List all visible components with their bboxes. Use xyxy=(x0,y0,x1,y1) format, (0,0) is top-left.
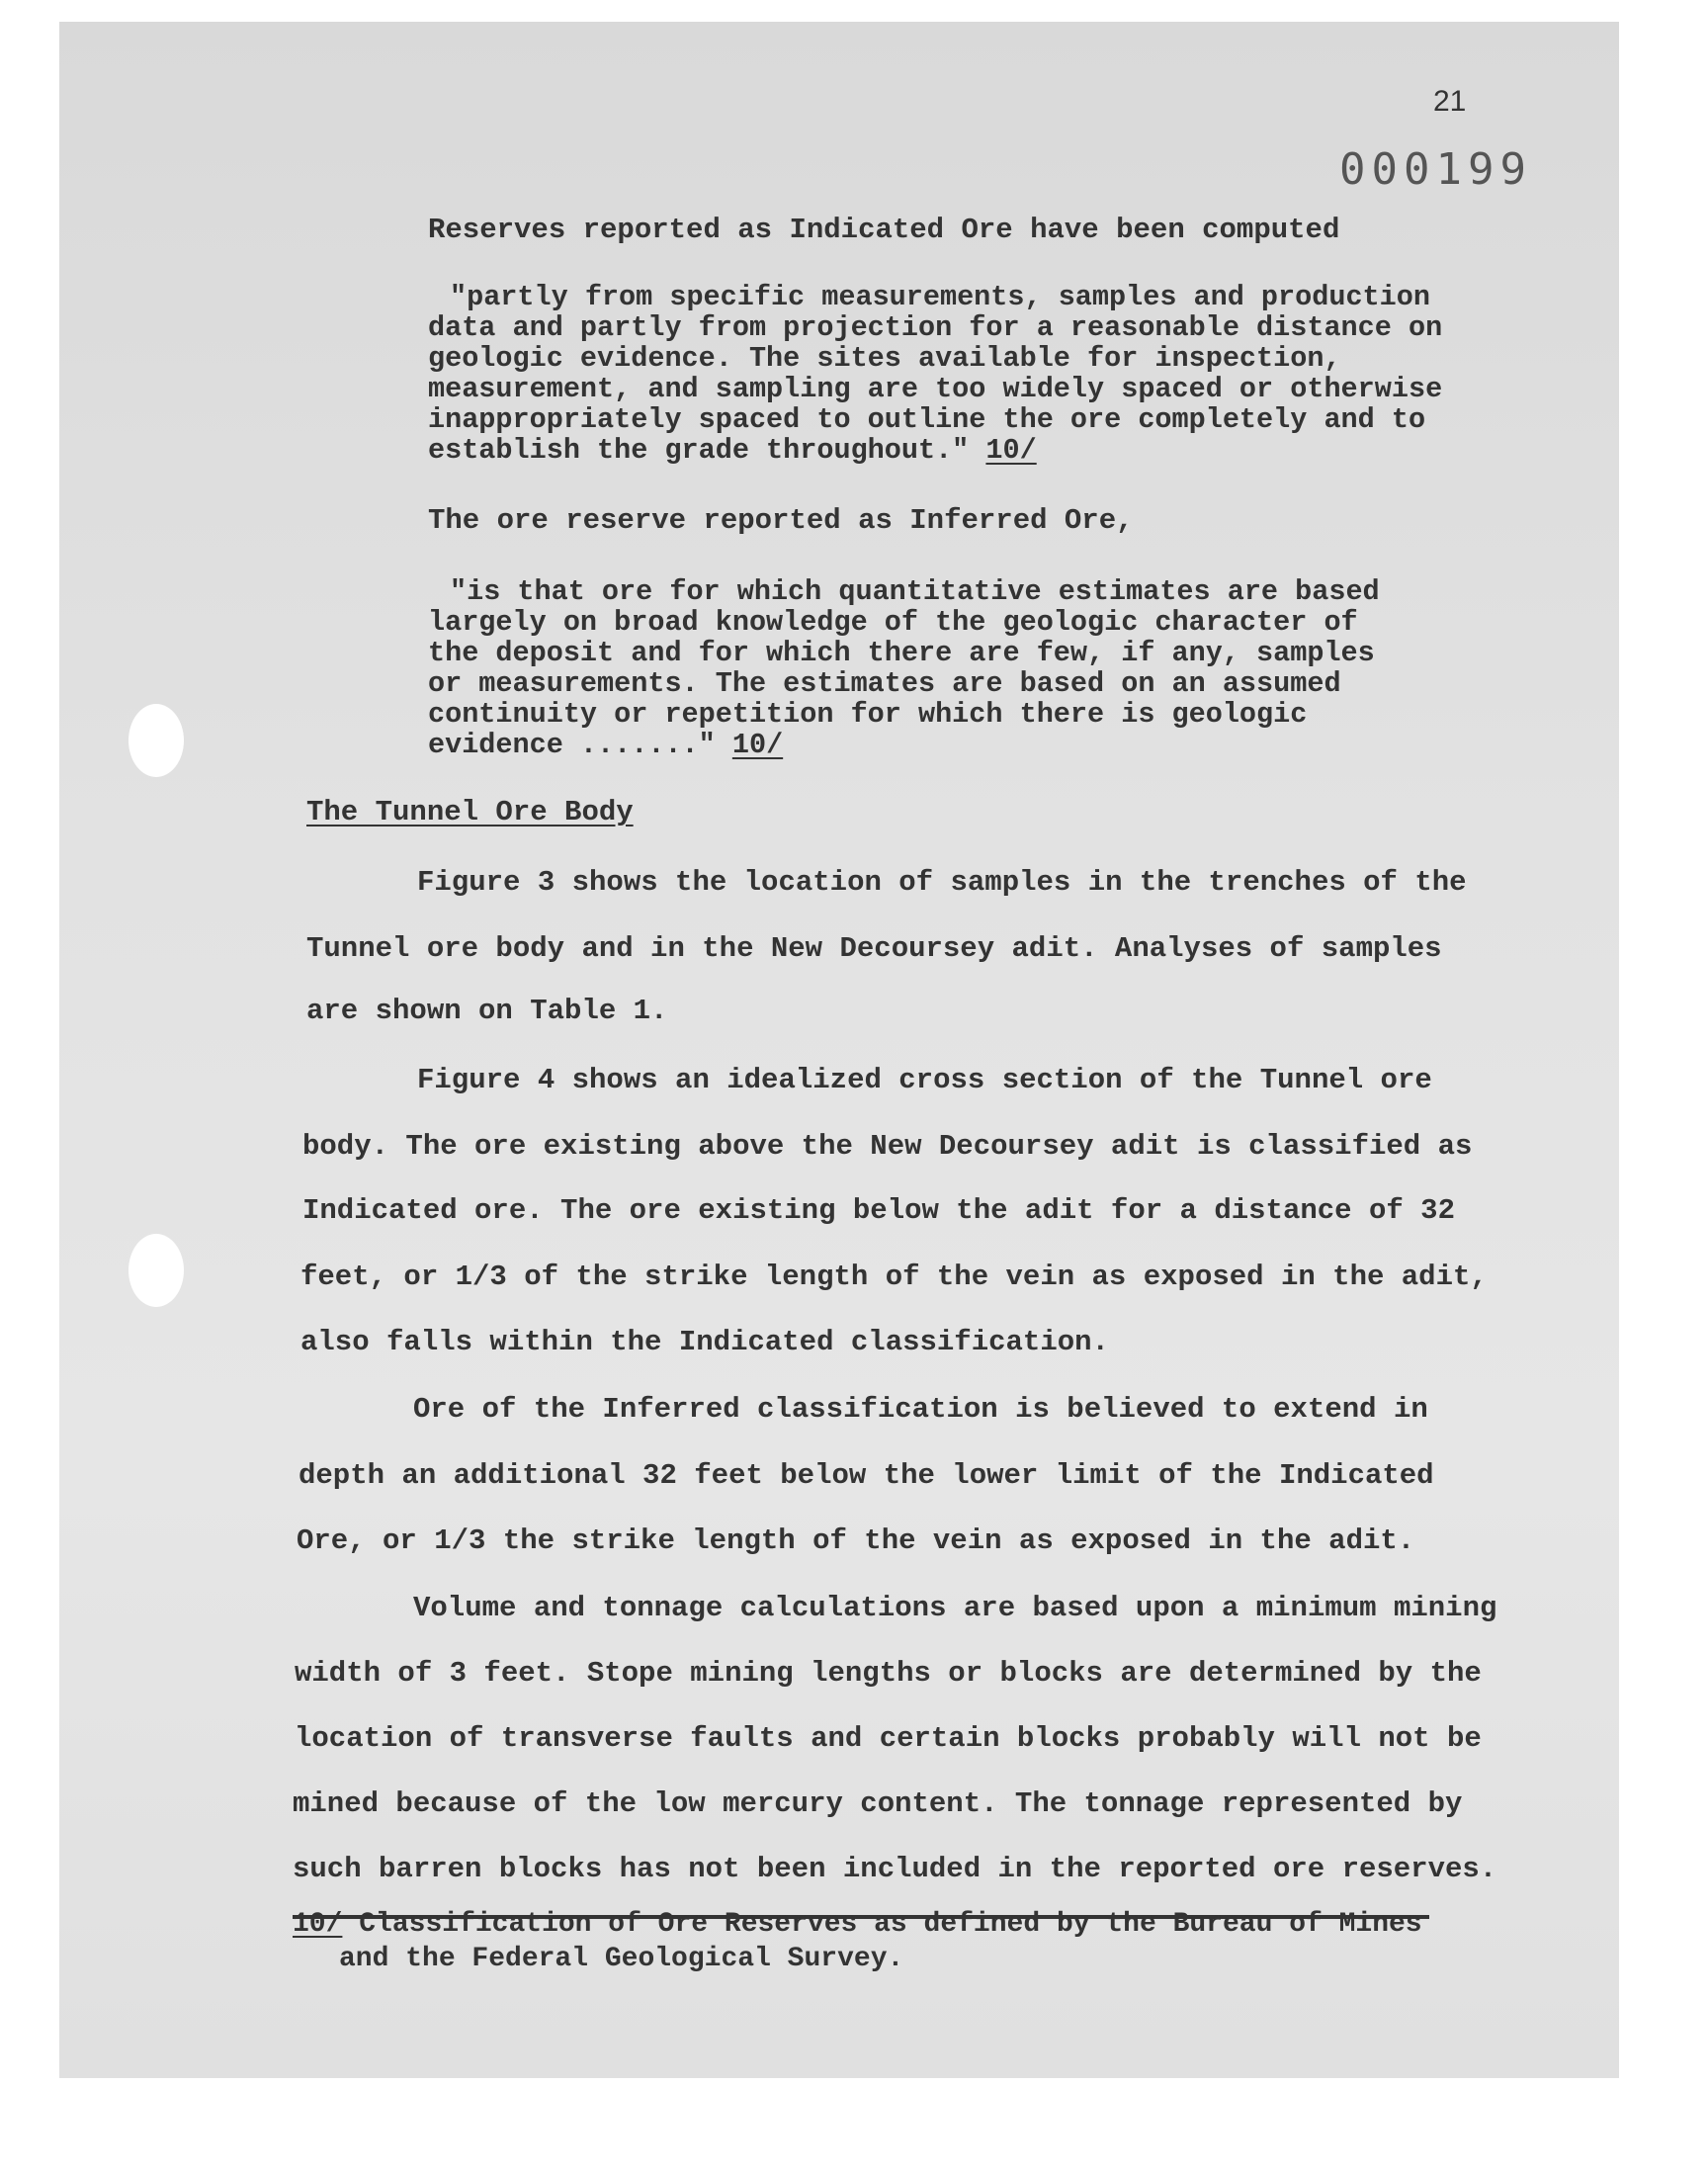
document-stamp-number: 000199 xyxy=(1339,144,1532,195)
quote-line xyxy=(428,434,1037,467)
paragraph-line: Ore of the Inferred classification is believed to extend in xyxy=(413,1393,1428,1426)
footnote-text: Classification of Ore Reserves as defined by the Bureau of Mines xyxy=(359,1909,1422,1940)
quote-line: or measurements. The estimates are based on an assumed xyxy=(428,667,1341,700)
quote-line: geologic evidence. The sites available for inspection, xyxy=(428,342,1341,375)
punch-hole xyxy=(128,1234,184,1307)
quote-line: continuity or repetition for which there is geologic xyxy=(428,698,1308,731)
paragraph-line: Figure 4 shows an idealized cross section of the Tunnel ore xyxy=(417,1064,1432,1096)
intro-indicated: Reserves reported as Indicated Ore have been computed xyxy=(428,214,1340,246)
paragraph-line: Volume and tonnage calculations are based upon a minimum mining xyxy=(413,1592,1497,1624)
quote-line: the deposit and for which there are few, if any, samples xyxy=(428,637,1375,669)
paragraph-line: depth an additional 32 feet below the lower limit of the Indicated xyxy=(299,1459,1434,1492)
footnote-marker: 10/ xyxy=(293,1909,343,1940)
paragraph-line: Figure 3 shows the location of samples in the trenches of the xyxy=(417,866,1467,899)
punch-hole xyxy=(128,704,184,777)
footnote-line: and the Federal Geological Survey. xyxy=(339,1944,904,1974)
footnote-line xyxy=(293,1911,1422,1939)
quote-line: "is that ore for which quantitative estimates are based xyxy=(450,575,1380,608)
intro-inferred: The ore reserve reported as Inferred Ore, xyxy=(428,504,1134,537)
footnote-reference: 10/ xyxy=(731,729,784,761)
paragraph-line: Indicated ore. The ore existing below the adit for a distance of 32 xyxy=(302,1194,1455,1227)
paragraph-line: Tunnel ore body and in the New Decoursey adit. Analyses of samples xyxy=(306,932,1442,965)
quote-line: measurement, and sampling are too widely spaced or otherwise xyxy=(428,373,1443,405)
paragraph-line: width of 3 feet. Stope mining lengths or blocks are determined by the xyxy=(295,1657,1482,1690)
quote-line: "partly from specific measurements, samples and production xyxy=(450,281,1430,313)
page-number: 21 xyxy=(1433,85,1467,118)
quote-text: establish the grade throughout." xyxy=(428,434,970,467)
quote-line xyxy=(428,729,784,761)
footnote-reference: 10/ xyxy=(985,434,1037,467)
paragraph-line: feet, or 1/3 of the strike length of the vein as exposed in the adit, xyxy=(300,1261,1488,1293)
paragraph-line: also falls within the Indicated classification. xyxy=(300,1326,1109,1358)
paragraph-line: mined because of the low mercury content. The tonnage represented by xyxy=(293,1787,1463,1820)
section-heading: The Tunnel Ore Body xyxy=(306,796,634,828)
paragraph-line: such barren blocks has not been included in the reported ore reserves. xyxy=(293,1853,1497,1885)
paragraph-line: body. The ore existing above the New Decoursey adit is classified as xyxy=(302,1130,1473,1163)
paragraph-line: location of transverse faults and certain blocks probably will not be xyxy=(295,1722,1482,1755)
paragraph-line: Ore, or 1/3 the strike length of the vein as exposed in the adit. xyxy=(297,1524,1415,1557)
paragraph-line: are shown on Table 1. xyxy=(306,995,668,1027)
quote-line: largely on broad knowledge of the geologic character of xyxy=(428,606,1358,639)
quote-line: data and partly from projection for a reasonable distance on xyxy=(428,311,1443,344)
quote-line: inappropriately spaced to outline the ore completely and to xyxy=(428,403,1426,436)
quote-text: evidence ......." xyxy=(428,729,716,761)
